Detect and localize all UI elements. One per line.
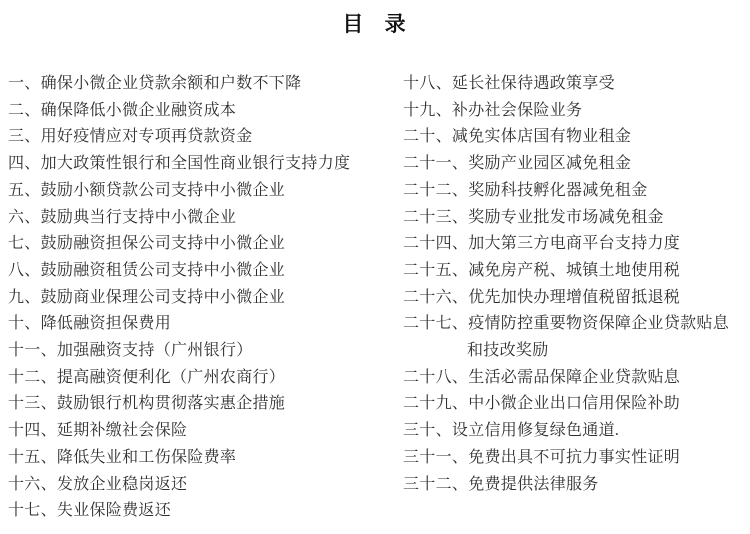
toc-item-15: 十五、降低失业和工伤保险费率 <box>8 448 237 466</box>
toc-item-4: 四、加大政策性银行和全国性商业银行支持力度 <box>8 155 351 173</box>
toc-item-27-continuation: 和技改奖励 <box>467 342 549 360</box>
toc-item-8: 八、鼓励融资租赁公司支持中小微企业 <box>8 261 286 279</box>
toc-item-24: 二十四、加大第三方电商平台支持力度 <box>403 235 681 253</box>
toc-item-32: 三十二、免费提供法律服务 <box>403 475 599 493</box>
toc-item-22: 二十二、奖励科技孵化器减免租金 <box>403 181 648 199</box>
toc-item-5: 五、鼓励小额贷款公司支持中小微企业 <box>8 181 286 199</box>
toc-item-28: 二十八、生活必需品保障企业贷款贴息 <box>403 368 681 386</box>
toc-item-19: 十九、补办社会保险业务 <box>403 101 583 119</box>
toc-item-20: 二十、减免实体店国有物业租金 <box>403 128 632 146</box>
toc-item-18: 十八、延长社保待遇政策享受 <box>403 75 615 92</box>
toc-item-21: 二十一、奖励产业园区减免租金 <box>403 155 632 173</box>
toc-item-29: 二十九、中小微企业出口信用保险补助 <box>403 395 681 413</box>
toc-item-31: 三十一、免费出具不可抗力事实性证明 <box>403 448 681 466</box>
toc-right-column <box>403 71 750 498</box>
toc-item-25: 二十五、减免房产税、城镇土地使用税 <box>403 261 681 279</box>
toc-item-7: 七、鼓励融资担保公司支持中小微企业 <box>8 235 286 253</box>
toc-item-12: 十二、提高融资便利化（广州农商行） <box>8 368 286 386</box>
toc-item-11: 十一、加强融资支持（广州银行） <box>8 342 253 360</box>
toc-left-column <box>8 71 396 525</box>
toc-item-14: 十四、延期补缴社会保险 <box>8 422 188 440</box>
toc-item-3: 三、用好疫情应对专项再贷款资金 <box>8 128 253 146</box>
toc-item-10: 十、降低融资担保费用 <box>8 315 172 333</box>
toc-item-9: 九、鼓励商业保理公司支持中小微企业 <box>8 288 286 306</box>
toc-item-27: 二十七、疫情防控重要物资保障企业贷款贴息 <box>403 315 730 333</box>
toc-item-16: 十六、发放企业稳岗返还 <box>8 475 188 493</box>
toc-item-13: 十三、鼓励银行机构贯彻落实惠企措施 <box>8 395 286 413</box>
page-title: 目 录 <box>342 12 408 36</box>
toc-item-6: 六、鼓励典当行支持中小微企业 <box>8 208 237 226</box>
toc-item-30: 三十、设立信用修复绿色通道. <box>403 422 620 440</box>
toc-item-1: 一、确保小微企业贷款余额和户数不下降 <box>8 75 302 92</box>
toc-item-26: 二十六、优先加快办理增值税留抵退税 <box>403 288 681 306</box>
toc-item-23: 二十三、奖励专业批发市场减免租金 <box>403 208 664 226</box>
toc-item-17: 十七、失业保险费返还 <box>8 502 172 520</box>
toc-item-2: 二、确保降低小微企业融资成本 <box>8 101 237 119</box>
